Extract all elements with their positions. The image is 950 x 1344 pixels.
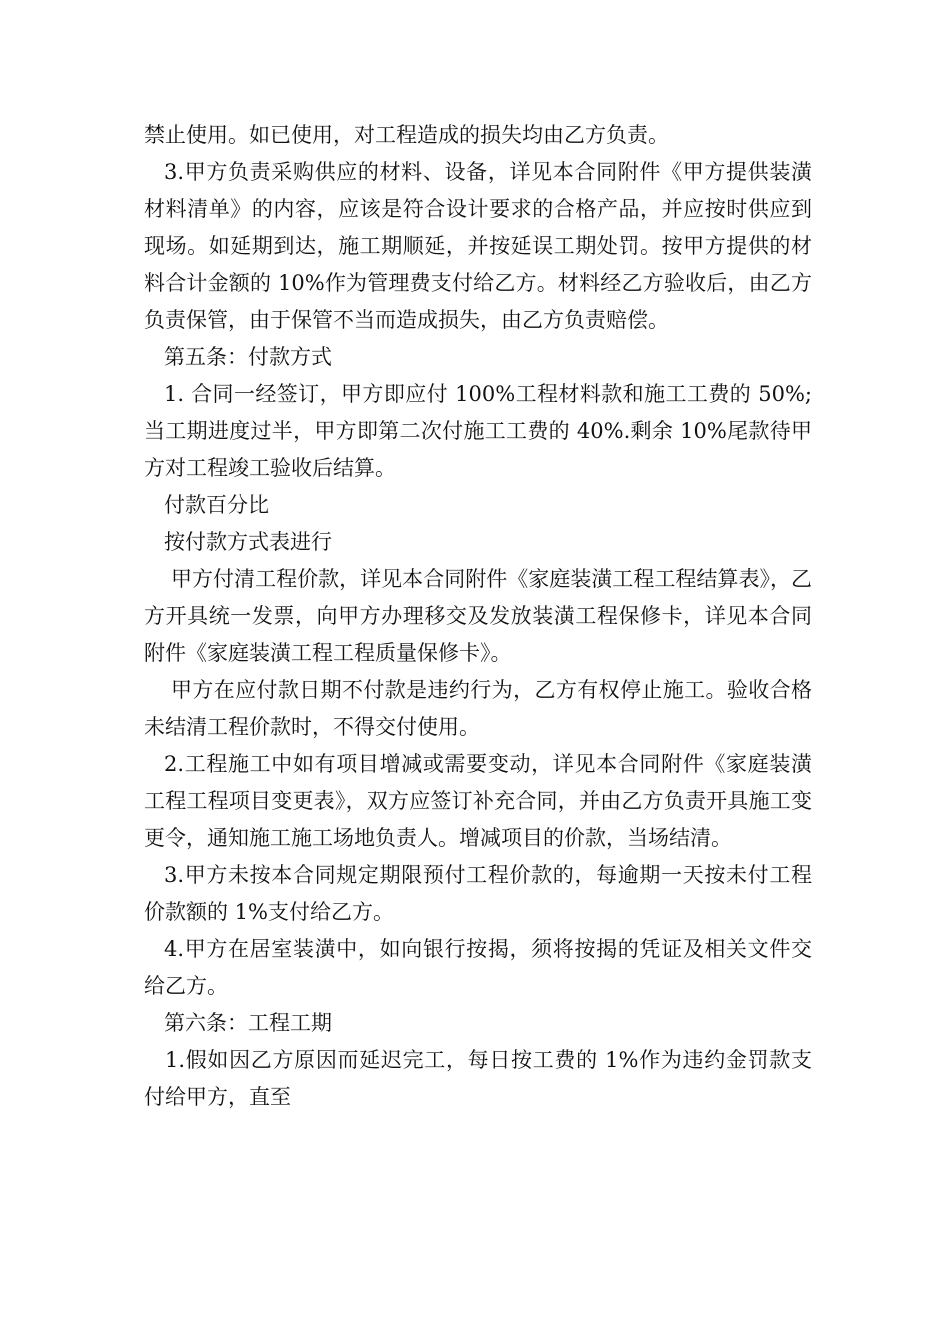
paragraph: 1. 合同一经签订，甲方即应付 100%工程材料款和施工工费的 50%;当工期进度过半，甲方即第二次付施工工费的 40%.剩余 10%尾款待甲方对工程竣工验收后结算。 bbox=[144, 382, 812, 480]
paragraph: 禁止使用。如已使用，对工程造成的损失均由乙方负责。 bbox=[144, 123, 669, 147]
paragraph: 甲方在应付款日期不付款是违约行为，乙方有权停止施工。验收合格未结清工程价款时，不得交付使用。 bbox=[144, 678, 812, 739]
paragraph: 3.甲方负责采购供应的材料、设备，详见本合同附件《甲方提供装潢材料清单》的内容，应该是符合设计要求的合格产品，并应按时供应到现场。如延期到达，施工期顺延，并按延误工期处罚。按甲方提供的材料合计金额的 10%作为管理费支付给乙方。材料经乙方验收后，由乙方负责保管，由于保管不当而造成损失，由乙方负责赔偿。 bbox=[144, 160, 812, 332]
section-heading: 第五条：付款方式 bbox=[164, 345, 332, 369]
paragraph: 3.甲方未按本合同规定期限预付工程价款的，每逾期一天按未付工程价款额的 1%支付给乙方。 bbox=[144, 863, 812, 924]
section-heading: 第六条：工程工期 bbox=[164, 1011, 332, 1035]
paragraph: 甲方付清工程价款，详见本合同附件《家庭装潢工程工程结算表》，乙方开具统一发票，向甲方办理移交及发放装潢工程保修卡，详见本合同附件《家庭装潢工程工程质量保修卡》。 bbox=[144, 567, 812, 665]
paragraph: 2.工程施工中如有项目增减或需要变动，详见本合同附件《家庭装潢工程工程项目变更表》，双方应签订补充合同，并由乙方负责开具施工变更令，通知施工施工场地负责人。增减项目的价款，当场结清。 bbox=[144, 752, 812, 850]
document-body bbox=[144, 117, 812, 1116]
paragraph: 4.甲方在居室装潢中，如向银行按揭，须将按揭的凭证及相关文件交给乙方。 bbox=[144, 937, 812, 998]
paragraph: 1.假如因乙方原因而延迟完工，每日按工费的 1%作为违约金罚款支付给甲方，直至 bbox=[144, 1048, 812, 1109]
paragraph: 付款百分比 bbox=[164, 493, 269, 517]
paragraph: 按付款方式表进行 bbox=[164, 530, 332, 554]
